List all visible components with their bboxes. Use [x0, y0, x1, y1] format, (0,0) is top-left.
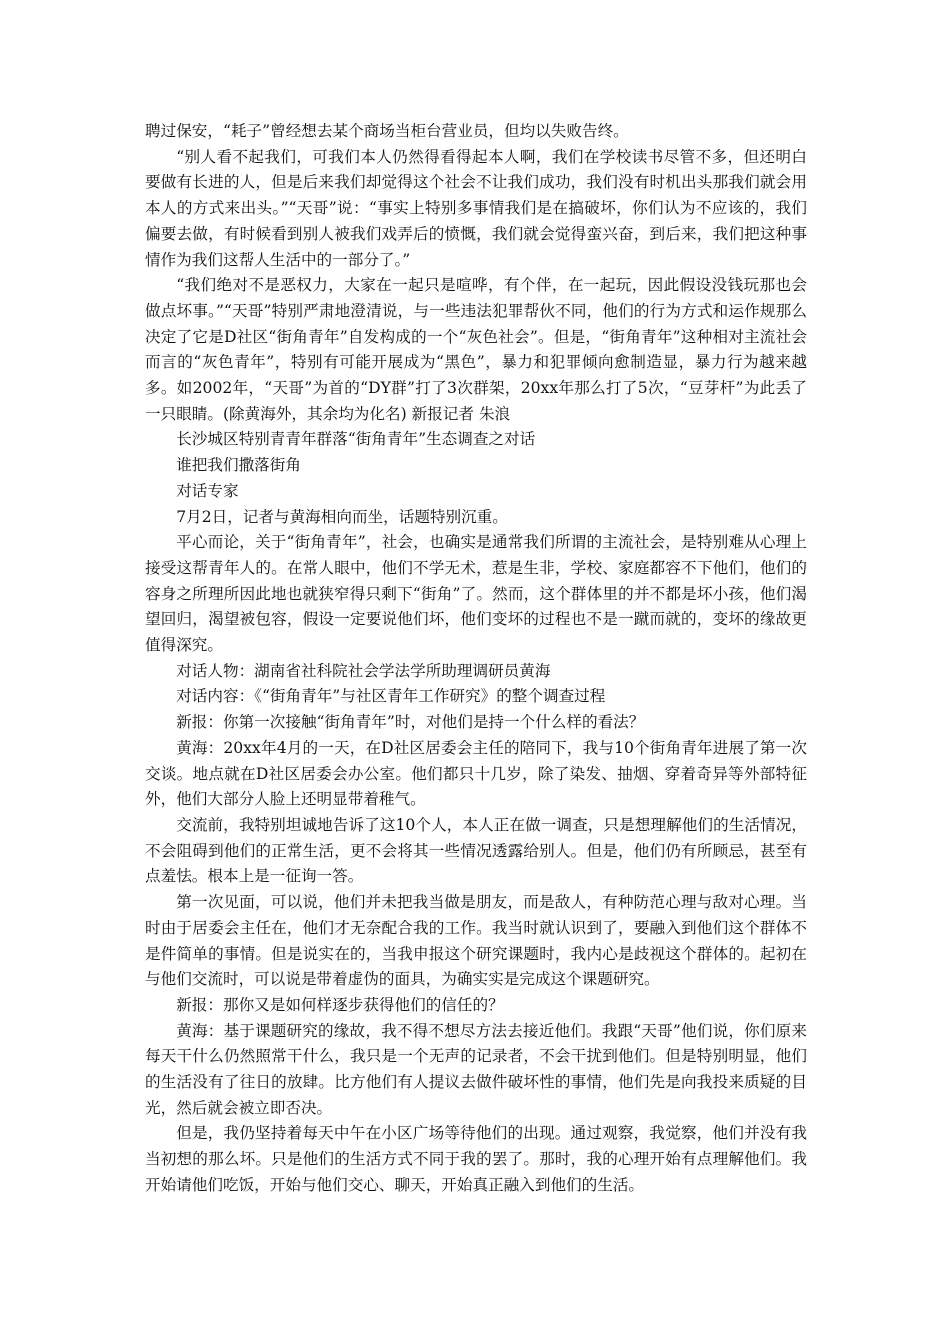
paragraph-quote-tiange-1: “别人看不起我们，可我们本人仍然得看得起本人啊，我们在学校读书尽管不多，但还明白要做有长进的人，但是后来我们却觉得这个社会不让我们成功，我们没有时机出头那我们就会用本人的方式来出头。”“天哥”说：“事实上特别多事情我们是在搞破坏，你们认为不应该的，我们偏要去做，有时候看到别人被我们戏弄后的愤慨，我们就会觉得蛮兴奋，到后来，我们把这种事情作为我们这帮人生活中的一部分了。”	[145, 147, 807, 269]
answer-2-continued: 但是，我仍坚持着每天中午在小区广场等待他们的出现。通过观察，我觉察，他们并没有我当初想的那么坏。只是他们的生活方式不同于我的罢了。那时，我的心理开始有点理解他们。我开始请他们吃饭，开始与他们交心、聊天，开始真正融入到他们的生活。	[145, 1124, 807, 1194]
dialogue-person: 对话人物：湖南省社科院社会学法学所助理调研员黄海	[176, 661, 551, 680]
paragraph-quote-tiange-2: “我们绝对不是恶权力，大家在一起只是喧哗，有个伴，在一起玩，因此假设没钱玩那也会做点坏事。”“天哥”特别严肃地澄清说，与一些违法犯罪帮伙不同，他们的行为方式和运作规那么决定了它是D社区“街角青年”自发构成的一个“灰色社会”。但是，“街角青年”这种相对主流社会而言的“灰色青年”，特别有可能开展成为“黑色”，暴力和犯罪倾向愈制造显，暴力行为越来越多。如2002年，“天哥”为首的“DY群”打了3次群架，20xx年那么打了5次，“豆芽杆”为此丢了一只眼睛。(除黄海外，其余均为化名) 新报记者 朱浪	[145, 276, 807, 423]
paragraph-date-intro: 7月2日，记者与黄海相向而坐，话题特别沉重。	[176, 507, 508, 526]
answer-1-continued: 交流前，我特别坦诚地告诉了这10个人，本人正在做一调查，只是想理解他们的生活情况，不会阻碍到他们的正常生活，更不会将其一些情况透露给别人。但是，他们仍有所顾忌，甚至有点羞怯。根本上是一征询一答。	[145, 815, 807, 886]
document-page	[145, 119, 807, 1199]
answer-2: 黄海：基于课题研究的缘故，我不得不想尽方法去接近他们。我跟“天哥”他们说，你们原来每天干什么仍然照常干什么，我只是一个无声的记录者，不会干扰到他们。但是特别明显，他们的生活没有了往日的放肆。比方他们有人提议去做件破坏性的事情，他们先是向我投来质疑的目光，然后就会被立即否决。	[145, 1021, 807, 1117]
answer-1-reflection: 第一次见面，可以说，他们并未把我当做是朋友，而是敌人，有种防范心理与敌对心理。当时由于居委会主任在，他们才无奈配合我的工作。我当时就认识到了，要融入到他们这个群体不是件简单的事情。但是说实在的，当我申报这个研究课题时，我内心是歧视这个群体的。起初在与他们交流时，可以说是带着虚伪的面具，为确实实是完成这个课题研究。	[145, 893, 807, 989]
question-1: 新报：你第一次接触“街角青年”时，对他们是持一个什么样的看法？	[176, 713, 645, 732]
answer-1: 黄海：20xx年4月的一天，在D社区居委会主任的陪同下，我与10个街角青年进展了第一次交谈。地点就在D社区居委会办公室。他们都只十几岁，除了染发、抽烟、穿着奇异等外部特征外，他们大部分人脸上还明显带着稚气。	[145, 738, 807, 809]
paragraph-commentary: 平心而论，关于“街角青年”，社会，也确实是通常我们所谓的主流社会，是特别难从心理上接受这帮青年人的。在常人眼中，他们不学无术，惹是生非，学校、家庭都容不下他们，他们的容身之所理所因此地也就狭窄得只剩下“街角”了。然而，这个群体里的并不都是坏小孩，他们渴望回归，渴望被包容，假设一定要说他们坏，他们变坏的过程也不是一蹴而就的，变坏的缘故更值得深究。	[145, 533, 807, 655]
question-2: 新报：那你又是如何样逐步获得他们的信任的？	[176, 995, 504, 1014]
dialogue-content: 对话内容：《“街角青年”与社区青年工作研究》的整个调查过程	[176, 687, 606, 706]
section-subtitle: 谁把我们撒落街角	[176, 456, 301, 475]
paragraph-continuation: 聘过保安，“耗子”曾经想去某个商场当柜台营业员，但均以失败告终。	[145, 122, 629, 140]
section-heading-dialogue: 对话专家	[176, 481, 239, 500]
section-title: 长沙城区特别青青年群落“街角青年”生态调查之对话	[176, 430, 536, 449]
